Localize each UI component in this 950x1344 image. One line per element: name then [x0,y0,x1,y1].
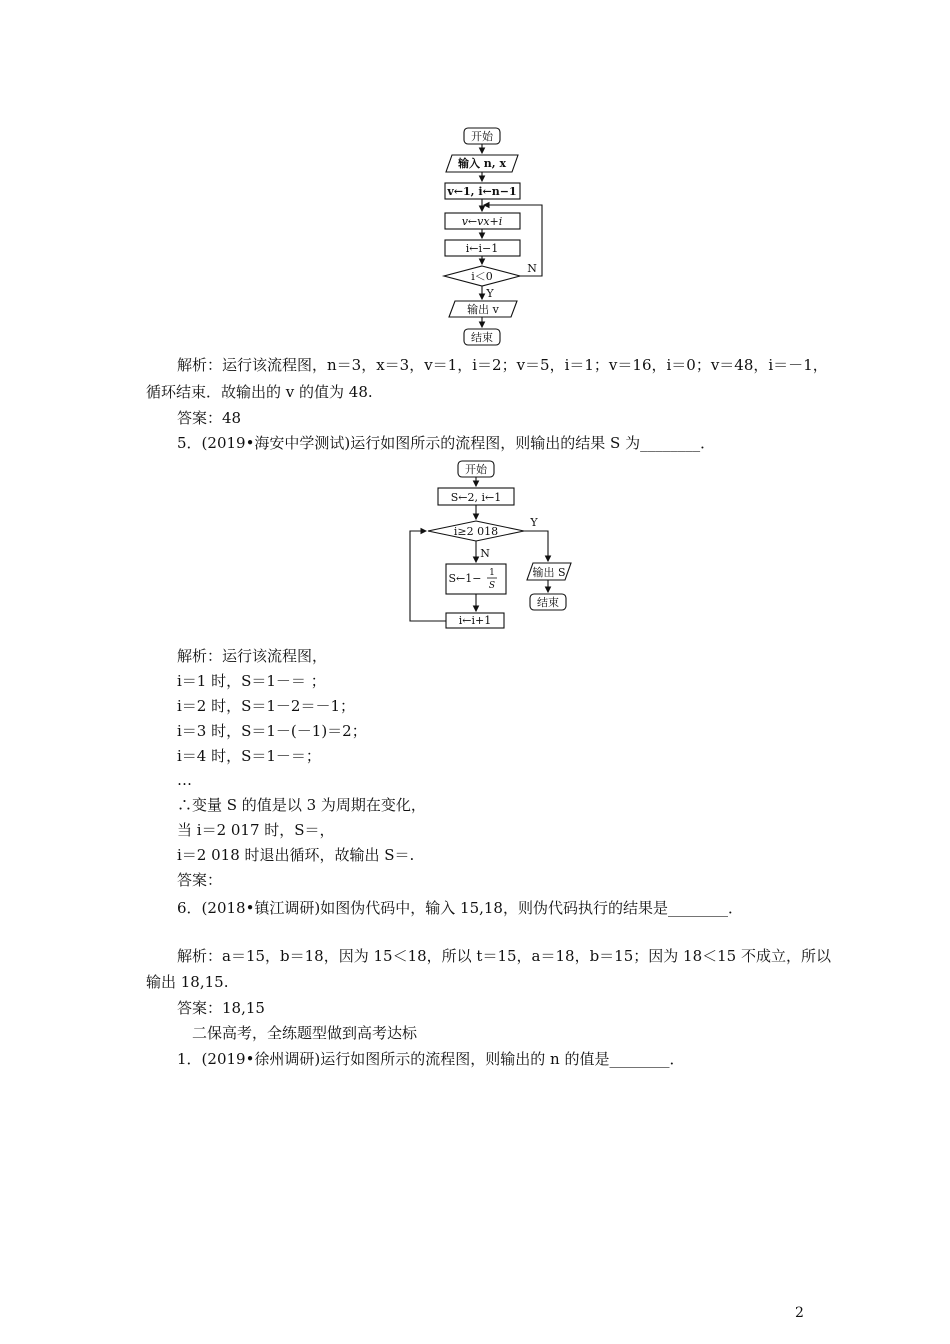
section-heading: 二保高考，全练题型做到高考达标 [192,1024,418,1042]
fc1-output-text: 输出 v [467,303,499,316]
analysis5-line: 当 i＝2 017 时，S＝， [177,821,335,839]
analysis5-line: i＝4 时，S＝1－＝； [177,747,321,765]
fc1-end-text: 结束 [471,331,493,344]
analysis4-line1: 解析：运行该流程图，n＝3，x＝3，v＝1，i＝2；v＝5，i＝1；v＝16，i＝0；v＝48，i＝－1， [177,356,828,374]
fc1-step1-text: v←vx+i [461,215,503,228]
fc2-cond-text: i≥2 018 [453,525,499,538]
fc1-start-text: 开始 [471,130,493,143]
analysis6-answer: 答案：18,15 [177,999,265,1017]
fc2-start-text: 开始 [465,463,487,476]
page-number: 2 [795,1305,804,1321]
fc2-step1-text: S←1− [448,572,482,585]
analysis5-line: 解析：运行该流程图， [177,647,328,665]
fc2-step2-text: i←i+1 [458,614,492,627]
analysis5-answer: 答案： [177,871,223,889]
analysis5-line: i＝2 时，S＝1－2＝－1； [177,697,356,715]
analysis5-line: … [177,771,192,789]
fc1-yes-label: Y [486,287,494,300]
analysis6-line1: 解析：a＝15，b＝18，因为 15＜18，所以 t＝15，a＝18，b＝15；因为 18＜15 不成立，所以 [177,947,831,965]
fc1-init-text: v←1, i←n−1 [447,185,517,198]
question6: 6．(2018•镇江调研)如图伪代码中，输入 15,18，则伪代码执行的结果是________． [177,899,743,917]
analysis4-line2: 循环结束．故输出的 v 的值为 48. [146,383,373,401]
analysis4-answer: 答案：48 [177,409,242,427]
fc1-step2-text: i←i−1 [465,242,499,255]
fc1-cond-text: i＜0 [471,270,493,283]
fc2-frac-den: S [488,581,496,591]
fc2-init-text: S←2, i←1 [450,491,502,504]
analysis5-line: i＝1 时，S＝1－＝ ； [177,672,326,690]
fc1-no-label: N [527,262,537,275]
flowchart-2 [405,455,590,640]
fc2-no-label: N [480,547,490,560]
analysis5-line: i＝2 018 时退出循环，故输出 S＝. [177,846,415,864]
question1: 1．(2019•徐州调研)运行如图所示的流程图，则输出的 n 的值是________． [177,1050,685,1068]
fc2-end-text: 结束 [537,596,559,609]
flowchart-1 [430,120,570,352]
analysis5-line: i＝3 时，S＝1－(－1)＝2； [177,722,367,740]
analysis5-line: ∴变量 S 的值是以 3 为周期在变化， [177,796,426,814]
fc2-output-text: 输出 S [532,566,566,579]
fc2-frac-num: 1 [489,568,495,578]
question5: 5．(2019•海安中学测试)运行如图所示的流程图，则输出的结果 S 为________． [177,434,716,452]
analysis6-line2: 输出 18,15. [146,973,229,991]
fc1-input-text: 输入 n, x [457,157,507,170]
fc2-yes-label: Y [530,516,538,529]
